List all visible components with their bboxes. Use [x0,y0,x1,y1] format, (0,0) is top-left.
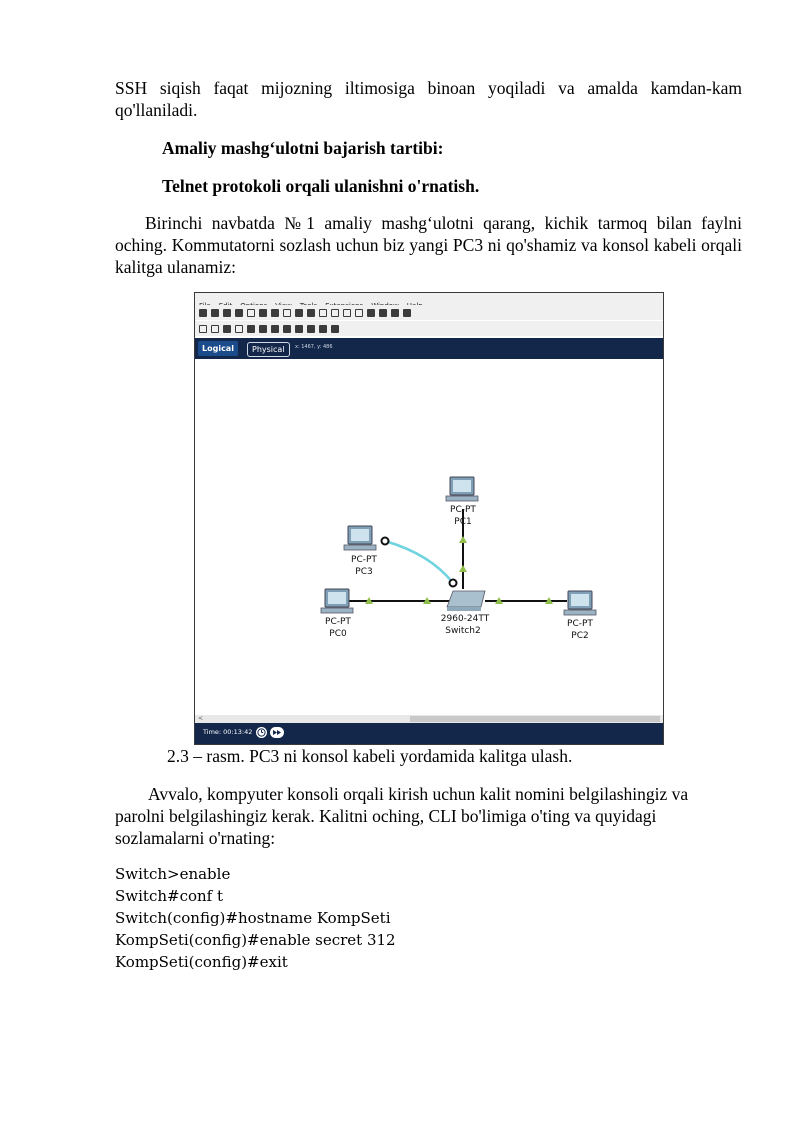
undo-icon[interactable] [295,309,303,317]
save-icon[interactable] [223,309,231,317]
pc1-type-label: PC-PT [450,505,476,515]
note-icon[interactable] [247,325,255,333]
activity-wizard-icon[interactable] [247,309,255,317]
workspace-tab-bar [195,338,663,359]
main-toolbar [195,305,663,320]
pc3-type-label: PC-PT [351,555,377,565]
device-dialog-icon[interactable] [379,309,387,317]
pc0-name-label: PC0 [329,629,347,639]
delete-icon[interactable] [223,325,231,333]
simulation-time: Time: 00:13:42 [203,728,253,736]
cli-line: KompSeti(config)#exit [115,953,288,971]
clock-icon[interactable] [256,727,267,738]
tab-logical[interactable]: Logical [198,341,238,356]
switch-name-label: Switch2 [445,626,481,636]
custom-devices-icon[interactable] [367,309,375,317]
redo-icon[interactable] [307,309,315,317]
viewport-icon[interactable] [403,309,411,317]
zoom-in-icon[interactable] [319,309,327,317]
cli-line: KompSeti(config)#enable secret 312 [115,931,396,949]
tab-physical[interactable]: Physical [247,342,290,357]
menu-bar [195,293,663,305]
console-cable-pc3-switch[interactable] [385,541,453,583]
user-profile-icon[interactable] [271,309,279,317]
select-icon[interactable] [199,325,207,333]
cli-line: Switch#conf t [115,887,224,905]
figure-caption: 2.3 – rasm. PC3 ni konsol kabeli yordamida kalitga ulash. [167,746,573,766]
pc0-type-label: PC-PT [325,617,351,627]
inspect-icon[interactable] [211,325,219,333]
pc0-device-icon[interactable] [321,589,353,613]
console-port-switch [450,580,457,587]
pc3-name-label: PC3 [355,567,373,577]
complex-pdu-icon[interactable] [319,325,327,333]
pc1-name-label: PC1 [454,517,472,527]
paste-icon[interactable] [283,309,291,317]
link-up-indicator [459,565,467,572]
pc2-type-label: PC-PT [567,619,593,629]
envelope-icon[interactable] [331,325,339,333]
new-file-icon[interactable] [199,309,207,317]
fast-forward-icon[interactable] [270,727,284,738]
print-icon[interactable] [235,309,243,317]
rectangle-icon[interactable] [271,325,279,333]
resize-icon[interactable] [235,325,243,333]
scrollbar-thumb[interactable] [410,716,660,722]
paragraph-intro: Birinchi navbatda №1 amaliy mashg‘ulotni qarang, kichik tarmoq bilan faylni oching. Kommutatorni sozlash uchun biz yangi PC3 ni qo'shamiz va konsol kabeli orqali kalitga ulanamiz: [115,213,742,277]
cli-line: Switch(config)#hostname KompSeti [115,909,391,927]
zoom-reset-icon[interactable] [331,309,339,317]
draw-line-icon[interactable] [259,325,267,333]
heading-procedure: Amaliy mashg‘ulotni bajarish tartibi: [162,138,444,158]
pc3-device-icon[interactable] [344,526,376,550]
packet-tracer-screenshot [194,292,664,745]
switch2-device-icon[interactable] [447,591,485,611]
ellipse-icon[interactable] [283,325,291,333]
switch-type-label: 2960-24TT [440,614,490,624]
paragraph-instructions: Avvalo, kompyuter konsoli orqali kirish uchun kalit nomini belgilashingiz va parolni belgilashingiz kerak. Kalitni oching, CLI bo'limiga o'ting va quyidagi sozlamalarni o'rnating: [115,784,689,848]
secondary-toolbar [195,321,663,336]
heading-telnet: Telnet protokoli orqali ulanishni o'rnatish. [162,176,480,196]
horizontal-scrollbar[interactable] [195,715,663,723]
pc2-device-icon[interactable] [564,591,596,615]
link-up-indicator [459,536,467,543]
pc1-device-icon[interactable] [446,477,478,501]
console-port-pc3 [382,538,389,545]
pc2-name-label: PC2 [571,631,589,641]
zoom-out-icon[interactable] [343,309,351,317]
paragraph-ssh: SSH siqish faqat mijozning iltimosiga binoan yoqiladi va amalda kamdan-kam qo'llaniladi. [115,78,742,120]
add-pdu-icon[interactable] [307,325,315,333]
cursor-coordinates: x: 1467, y: 486 [295,344,333,350]
status-bar [195,723,663,744]
freeform-icon[interactable] [295,325,303,333]
cli-commands [115,863,396,973]
cluster-icon[interactable] [391,309,399,317]
scroll-left-arrow[interactable]: < [198,715,204,722]
logical-workspace[interactable] [195,359,663,715]
drawing-palette-icon[interactable] [355,309,363,317]
cli-line: Switch>enable [115,865,231,883]
open-folder-icon[interactable] [211,309,219,317]
copy-icon[interactable] [259,309,267,317]
